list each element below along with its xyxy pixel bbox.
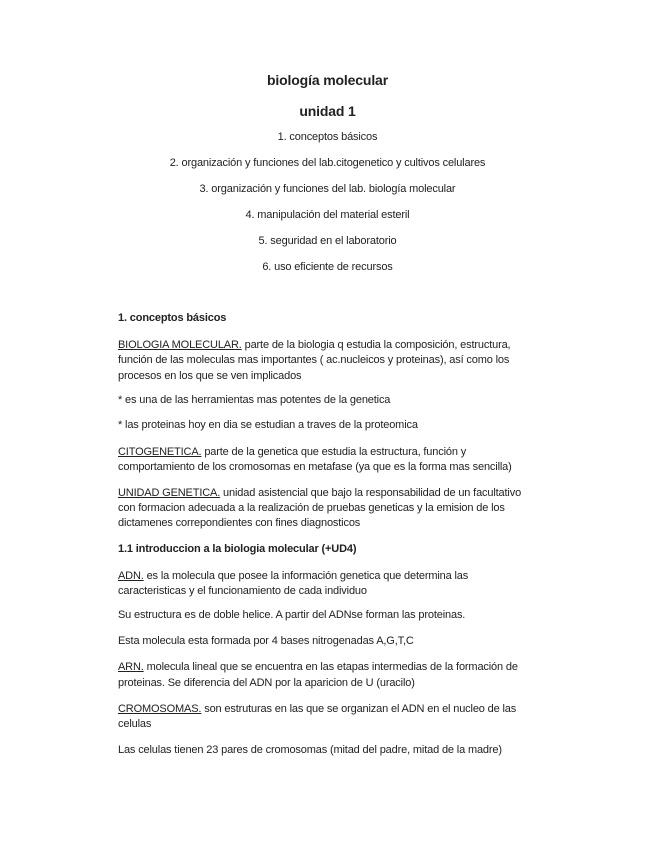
paragraph-line: comportamiento de los cromosomas en metafase (ya que es la forma mas sencilla) xyxy=(118,461,512,473)
term: UNIDAD GENETICA. xyxy=(118,487,221,499)
paragraph-line xyxy=(118,569,468,583)
text: molecula lineal que se encuentra en las etapas intermedias de la formación de xyxy=(143,661,518,673)
paragraph-line: Su estructura es de doble helice. A partir del ADNse forman las proteinas. xyxy=(118,609,466,621)
section-heading: 1. conceptos básicos xyxy=(118,312,227,324)
section-heading: 1.1 introduccion a la biologia molecular (+UD4) xyxy=(118,543,357,555)
text: unidad asistencial que bajo la responsabilidad de un facultativo xyxy=(220,487,522,499)
document-title: biología molecular xyxy=(267,72,388,88)
paragraph-line: caracteristicas y el funcionamiento de cada individuo xyxy=(118,585,367,597)
bullet-line: * las proteinas hoy en dia se estudian a traves de la proteomica xyxy=(118,419,418,431)
toc-item: 6. uso eficiente de recursos xyxy=(262,261,393,273)
toc-item: 4. manipulación del material esteril xyxy=(245,209,410,221)
term: BIOLOGIA MOLECULAR. xyxy=(118,339,242,351)
paragraph-line: proteinas. Se diferencia del ADN por la aparicion de U (uracilo) xyxy=(118,677,415,689)
text: parte de la biologia q estudia la composición, estructura, xyxy=(241,339,511,351)
paragraph-line: función de las moleculas mas importantes ( ac.nucleicos y proteinas), así como los xyxy=(118,354,510,366)
text: es la molecula que posee la información genetica que determina las xyxy=(143,570,469,582)
paragraph-line: procesos en los que se ven implicados xyxy=(118,370,302,382)
paragraph-line xyxy=(118,445,466,459)
text: son estruturas en las que se organizan el ADN en el nucleo de las xyxy=(201,703,517,715)
toc-item: 1. conceptos básicos xyxy=(277,131,378,143)
bullet-line: * es una de las herramientas mas potentes de la genetica xyxy=(118,394,391,406)
paragraph-line xyxy=(118,702,516,716)
term: CITOGENETICA. xyxy=(118,446,202,458)
toc-item: 2. organización y funciones del lab.citogenetico y cultivos celulares xyxy=(169,157,486,169)
text: parte de la genetica que estudia la estructura, función y xyxy=(201,446,467,458)
document-subtitle: unidad 1 xyxy=(299,103,356,119)
toc-item: 3. organización y funciones del lab. biología molecular xyxy=(199,183,456,195)
paragraph-line xyxy=(118,338,510,352)
paragraph-line xyxy=(118,660,518,674)
paragraph-line: dictamenes correpondientes con fines diagnosticos xyxy=(118,517,361,529)
paragraph-line: Esta molecula esta formada por 4 bases nitrogenadas A,G,T,C xyxy=(118,635,414,647)
term: ADN. xyxy=(118,570,144,582)
paragraph-line: Las celulas tienen 23 pares de cromosomas (mitad del padre, mitad de la madre) xyxy=(118,744,502,756)
toc-item: 5. seguridad en el laboratorio xyxy=(258,235,397,247)
paragraph-line: celulas xyxy=(118,718,152,730)
paragraph-line xyxy=(118,486,521,500)
term: ARN. xyxy=(118,661,144,673)
paragraph-line: con formacion adecuada a la realización de pruebas geneticas y la emision de los xyxy=(118,502,505,514)
term: CROMOSOMAS. xyxy=(118,703,202,715)
